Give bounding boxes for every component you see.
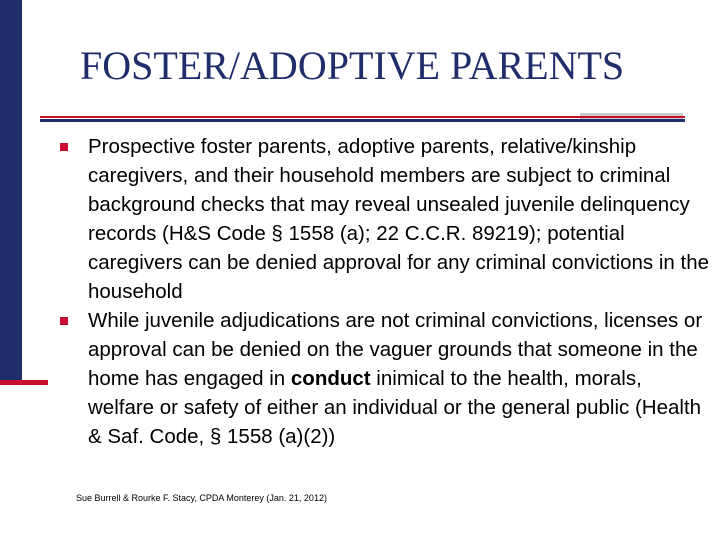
slide-title: FOSTER/ADOPTIVE PARENTS (80, 43, 625, 88)
left-accent-red-stripe (0, 380, 48, 385)
citation: Sue Burrell & Rourke F. Stacy, CPDA Monterey (Jan. 21, 2012) (76, 493, 327, 503)
title-rule-navy (40, 119, 685, 122)
square-bullet-icon (60, 317, 68, 325)
bullet-item (60, 132, 710, 306)
left-accent-bar (0, 0, 22, 380)
bullet-list (60, 132, 710, 451)
bullet-text-before: While juvenile adjudications are not criminal convictions, licenses or approval can be denied on the vaguer grounds that someone in the home has engaged in (88, 309, 703, 390)
square-bullet-icon (60, 143, 68, 151)
bullet-text-bold: conduct (290, 367, 371, 390)
bullet-item (60, 306, 710, 451)
bullet-text: Prospective foster parents, adoptive parents, relative/kinship caregivers, and their household members are subject to criminal background checks that may reveal unsealed juvenile delinquency records (H&S Code § 1558 (a); 22 C.C.R. 89219); potential caregivers can be denied approval for any criminal convictions in the household (88, 135, 710, 303)
title-rule-red (40, 116, 685, 118)
bullet-text-after: inimical to the health, morals, welfare or safety of either an individual or the general public (Health & Saf. Code, § 1558 (a)(2)) (88, 367, 702, 448)
